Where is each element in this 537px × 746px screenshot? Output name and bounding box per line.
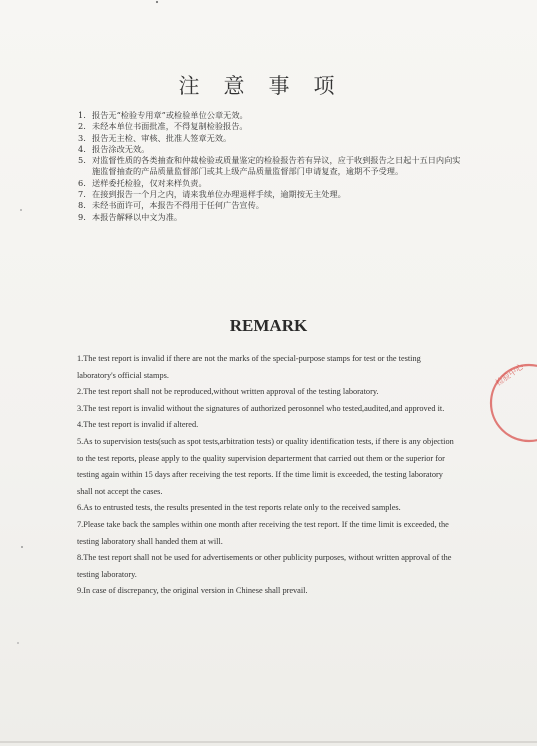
item-number: 6. [78, 177, 86, 188]
notice-item-cn [78, 178, 468, 189]
remark-item-en: 7.Please take back the samples within one month after receiving the test report. If the time limit is exceeded, the testing laboratory shall handed them at will. [77, 519, 449, 546]
item-text: 未经书面许可，本报告不得用于任何广告宣传。 [92, 200, 264, 211]
notice-item-cn [78, 212, 468, 223]
seal-text: 检验中心 [493, 361, 526, 388]
remark-list-en [77, 351, 457, 600]
item-text: 在接到报告一个月之内，请来我单位办理退样手续，逾期按无主处理。 [92, 189, 346, 200]
notice-item-cn [78, 121, 468, 132]
remark-item-en: 6.As to entrusted tests, the results presented in the test reports relate only to the received samples. [77, 503, 401, 513]
remark-item-en: 2.The test report shall not be reproduced,without written approval of the testing laboratory. [77, 387, 379, 397]
item-number: 8. [78, 200, 86, 211]
item-text: 报告无主检、审核、批准人签章无效。 [92, 132, 232, 143]
notice-list-cn [78, 110, 468, 223]
remark-item-en: 4.The test report is invalid if altered. [77, 420, 199, 430]
notice-item-cn [78, 200, 468, 211]
notice-item-cn [78, 155, 468, 178]
remark-item-en: 3.The test report is invalid without the signatures of authorized perosonnel who tested,audited,and approved it. [77, 403, 445, 413]
notice-item-cn [78, 133, 468, 144]
item-number: 4. [78, 143, 86, 154]
remark-title-en: REMARK [229, 316, 308, 335]
item-number: 3. [78, 132, 86, 143]
notice-item-cn [78, 144, 468, 155]
item-text: 未经本单位书面批准，不得复制检验报告。 [92, 121, 248, 132]
item-text: 对监督性质的各类抽查和仲裁检验或质量鉴定的检验报告若有异议，应于收到报告之日起十五日内向实施监督抽查的产品质量监督部门或其上级产品质量监督部门申请复查，逾期不予受理。 [92, 155, 461, 177]
remark-item-en: 9.In case of discrepancy, the original version in Chinese shall prevail. [77, 586, 308, 596]
remark-item-en: 8.The test report shall not be used for advertisements or other publicity purposes, without written approval of the testing laboratory. [77, 553, 452, 579]
remark-item-en: 5.As to supervision tests(such as spot tests,arbitration tests) or quality identification tests, if there is any objection to the test reports, please apply to the quality supervision departerment that carried out them or the superior for testing again within 15 days after receiving the test reports. If the time limit is exceeded, the testing laboratory shall not accept the cases. [77, 436, 454, 496]
item-text: 报告无“检验专用章”或检验单位公章无效。 [92, 110, 248, 120]
item-number: 5. [78, 155, 86, 166]
red-seal-stamp [484, 358, 537, 448]
item-text: 报告涂改无效。 [92, 143, 150, 154]
item-text: 送样委托检验，仅对来样负责。 [92, 177, 207, 188]
notice-item-cn [78, 189, 468, 200]
item-number: 9. [78, 211, 86, 222]
item-number: 2. [78, 121, 86, 132]
notice-title-cn: 注意事项 [178, 74, 359, 98]
notice-item-cn [78, 110, 468, 121]
remark-item-en: 1.The test report is invalid if there are not the marks of the special-purpose stamps for test or the testing laboratory's official stamps. [77, 354, 421, 380]
item-text: 本报告解释以中文为准。 [92, 211, 183, 222]
item-number: 1. [78, 110, 86, 120]
item-number: 7. [78, 189, 86, 200]
